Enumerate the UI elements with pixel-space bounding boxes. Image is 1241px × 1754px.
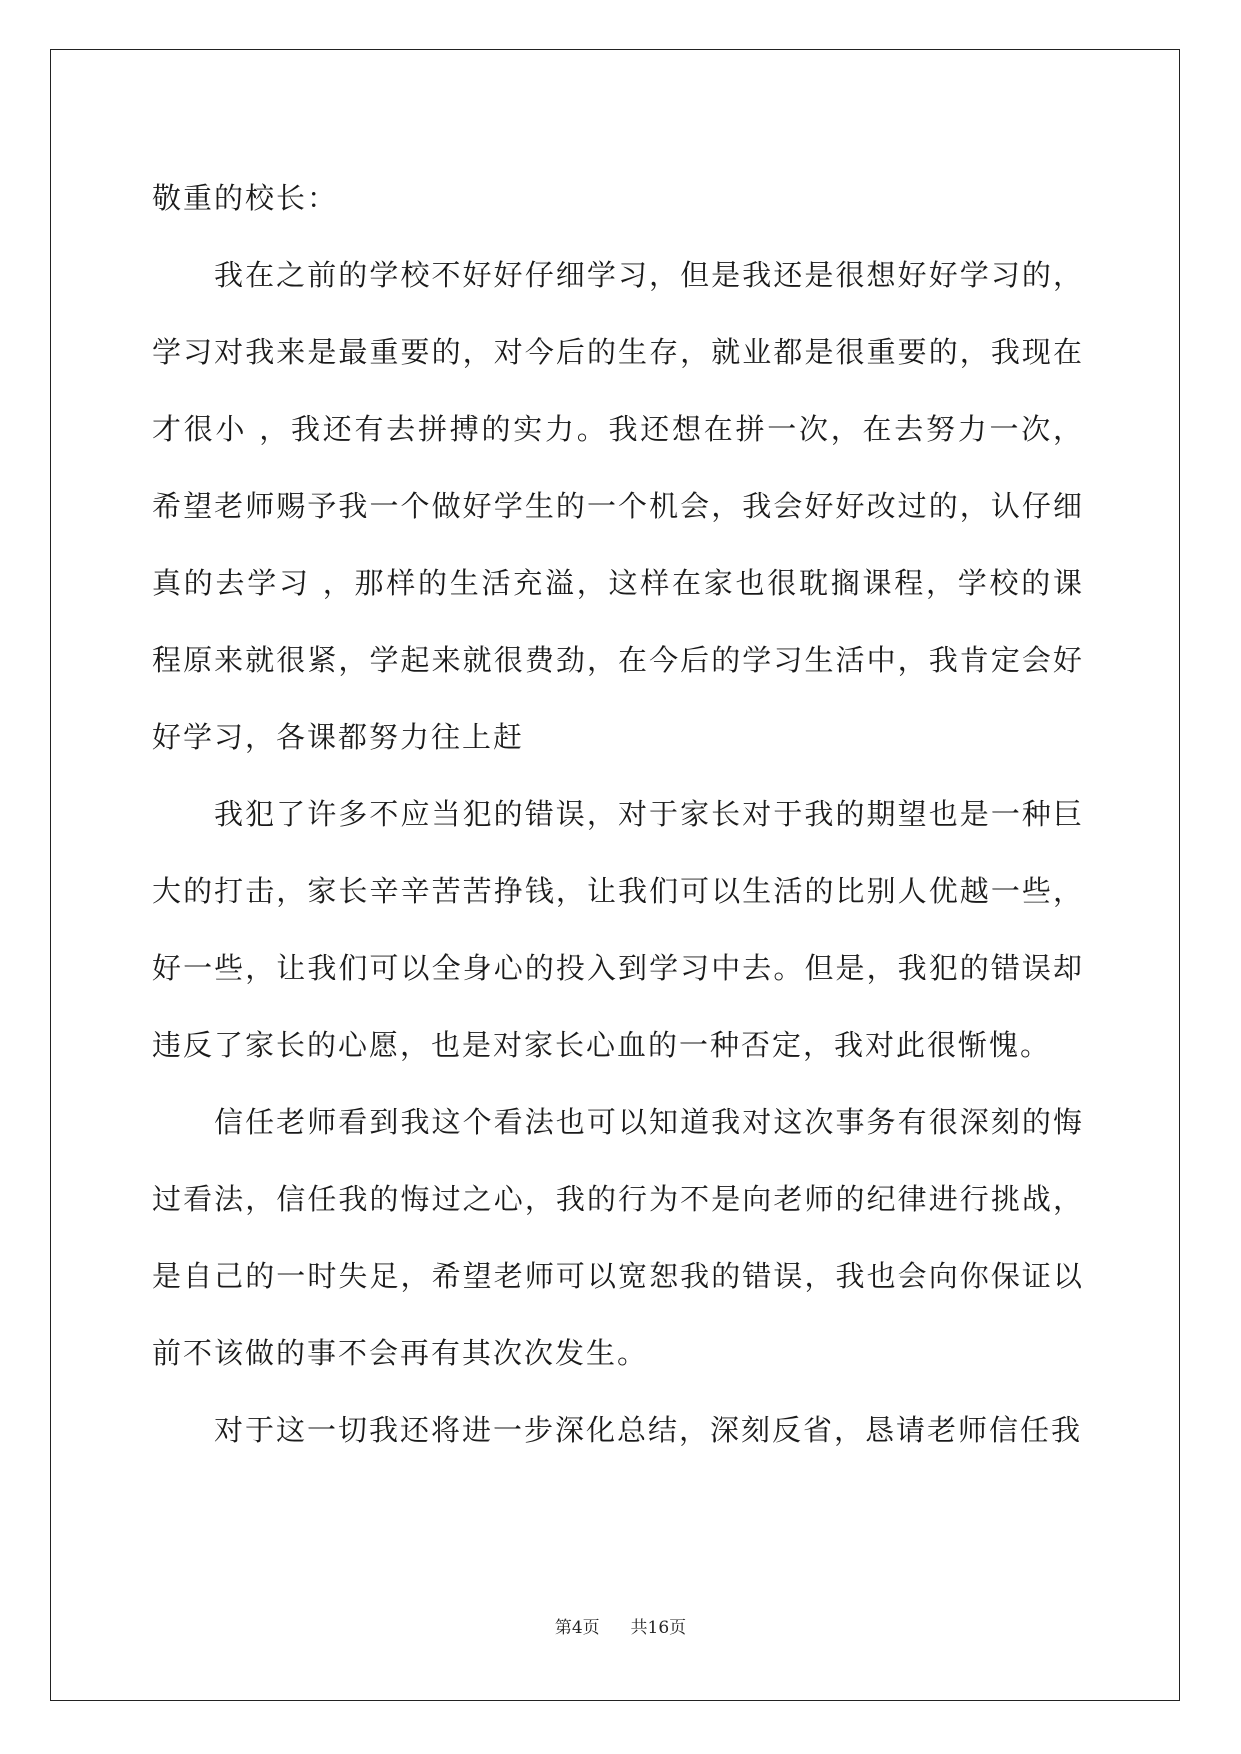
page-number: 第4页 (554, 1618, 600, 1638)
salutation: 敬重的校长： (152, 181, 339, 215)
document-body (152, 160, 1084, 1469)
paragraph-3: 信任老师看到我这个看法也可以知道我对这次事务有很深刻的悔过看法，信任我的悔过之心，我的行为不是向老师的纪律进行挑战，是自己的一时失足，希望老师可以宽恕我的错误，我也会向你保证以前不该做的事不会再有其次次发生。 (152, 1105, 1084, 1370)
paragraph-2: 我犯了许多不应当犯的错误，对于家长对于我的期望也是一种巨大的打击，家长辛辛苦苦挣钱，让我们可以生活的比别人优越一些，好一些，让我们可以全身心的投入到学习中去。但是，我犯的错误却违反了家长的心愿，也是对家长心血的一种否定，我对此很惭愧。 (152, 797, 1084, 1062)
page-footer (0, 1613, 1241, 1638)
page-total: 共16页 (630, 1618, 687, 1638)
paragraph-1: 我在之前的学校不好好仔细学习，但是我还是很想好好学习的，学习对我来是最重要的，对今后的生存，就业都是很重要的，我现在才很小 ，我还有去拼搏的实力。我还想在拼一次，在去努力一次，希望老师赐予我一个做好学生的一个机会，我会好好改过的，认仔细真的去学习 ，那样的生活充溢，这样在家也很耽搁课程，学校的课程原来就很紧，学起来就很费劲，在今后的学习生活中，我肯定会好好学习，各课都努力往上赶 (152, 258, 1084, 754)
paragraph-4: 对于这一切我还将进一步深化总结，深刻反省，恳请老师信任我 (214, 1413, 1083, 1447)
